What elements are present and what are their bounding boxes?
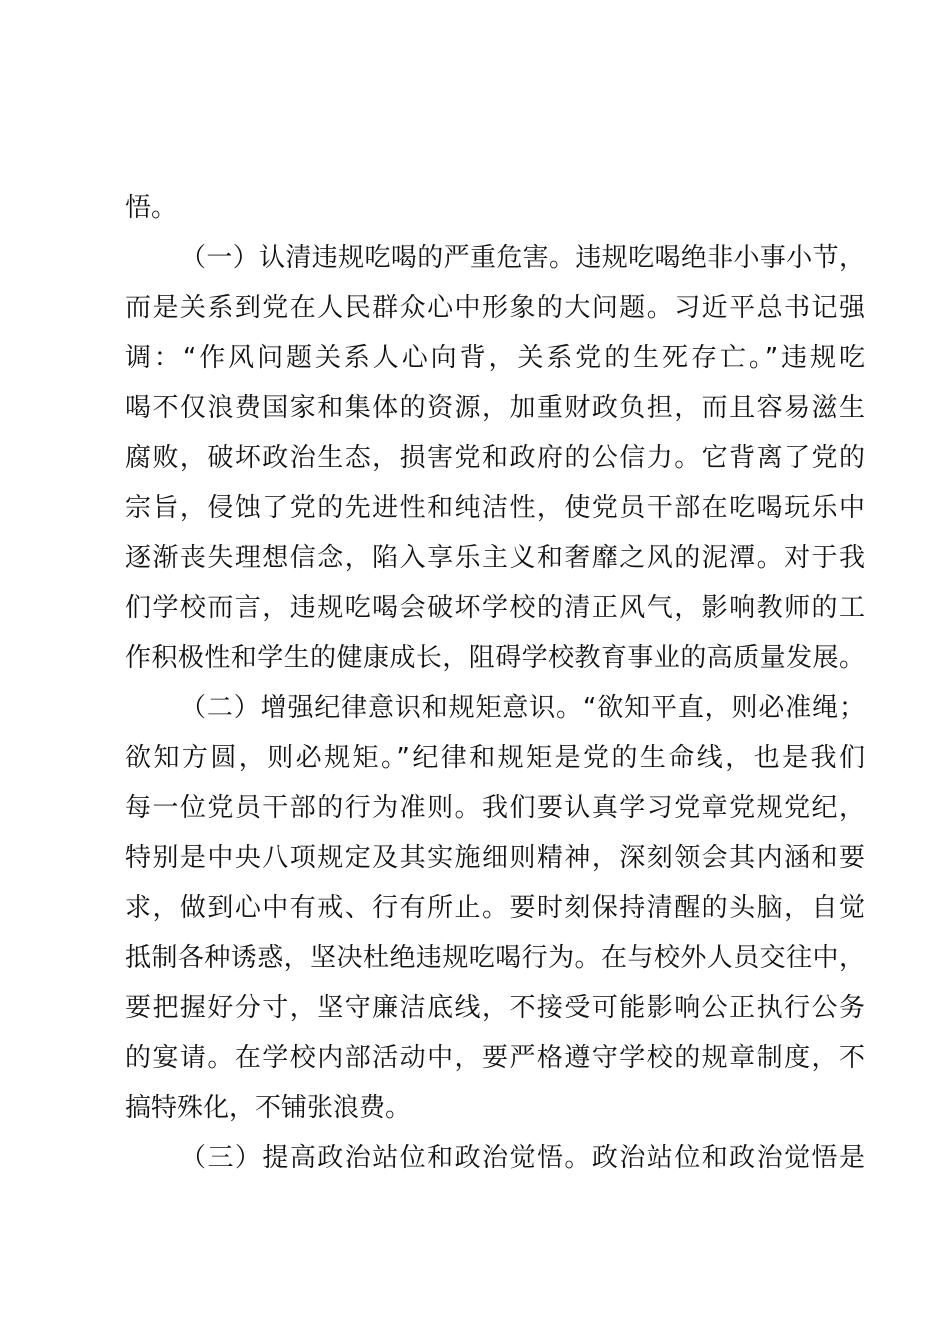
text-line: 逐渐丧失理想信念，陷入享乐主义和奢靡之风的泥潭。对于我: [125, 543, 865, 573]
text-line: 而是关系到党在人民群众心中形象的大问题。习近平总书记强: [125, 293, 865, 323]
text-line: 悟。: [125, 193, 178, 223]
text-line: 的宴请。在学校内部活动中，要严格遵守学校的规章制度，不: [125, 1043, 865, 1073]
text-line: 抵制各种诱惑，坚决杜绝违规吃喝行为。在与校外人员交往中，: [125, 943, 865, 973]
text-line: 们学校而言，违规吃喝会破坏学校的清正风气，影响教师的工: [125, 593, 865, 623]
text-line: 特别是中央八项规定及其实施细则精神，深刻领会其内涵和要: [125, 843, 865, 873]
text-line: 腐败，破坏政治生态，损害党和政府的公信力。它背离了党的: [125, 443, 865, 473]
heading-line-1: （一）认清违规吃喝的严重危害。违规吃喝绝非小事小节，: [180, 243, 865, 273]
heading-line-2: （二）增强纪律意识和规矩意识。“欲知平直，则必准绳；: [180, 693, 865, 723]
text-line: 求，做到心中有戒、行有所止。要时刻保持清醒的头脑，自觉: [125, 893, 865, 923]
text-line: 宗旨，侵蚀了党的先进性和纯洁性，使党员干部在吃喝玩乐中: [125, 493, 865, 523]
text-line: 喝不仅浪费国家和集体的资源，加重财政负担，而且容易滋生: [125, 393, 865, 423]
text-line: 每一位党员干部的行为准则。我们要认真学习党章党规党纪，: [125, 793, 865, 823]
text-line: 作积极性和学生的健康成长，阻碍学校教育事业的高质量发展。: [125, 643, 865, 673]
text-line: 欲知方圆，则必规矩。”纪律和规矩是党的生命线，也是我们: [125, 743, 865, 773]
heading-line-3: （三）提高政治站位和政治觉悟。政治站位和政治觉悟是: [180, 1143, 865, 1173]
text-line: 调：“作风问题关系人心向背，关系党的生死存亡。”违规吃: [125, 343, 865, 373]
text-line: 要把握好分寸，坚守廉洁底线，不接受可能影响公正执行公务: [125, 993, 865, 1023]
text-line: 搞特殊化，不铺张浪费。: [125, 1093, 412, 1123]
